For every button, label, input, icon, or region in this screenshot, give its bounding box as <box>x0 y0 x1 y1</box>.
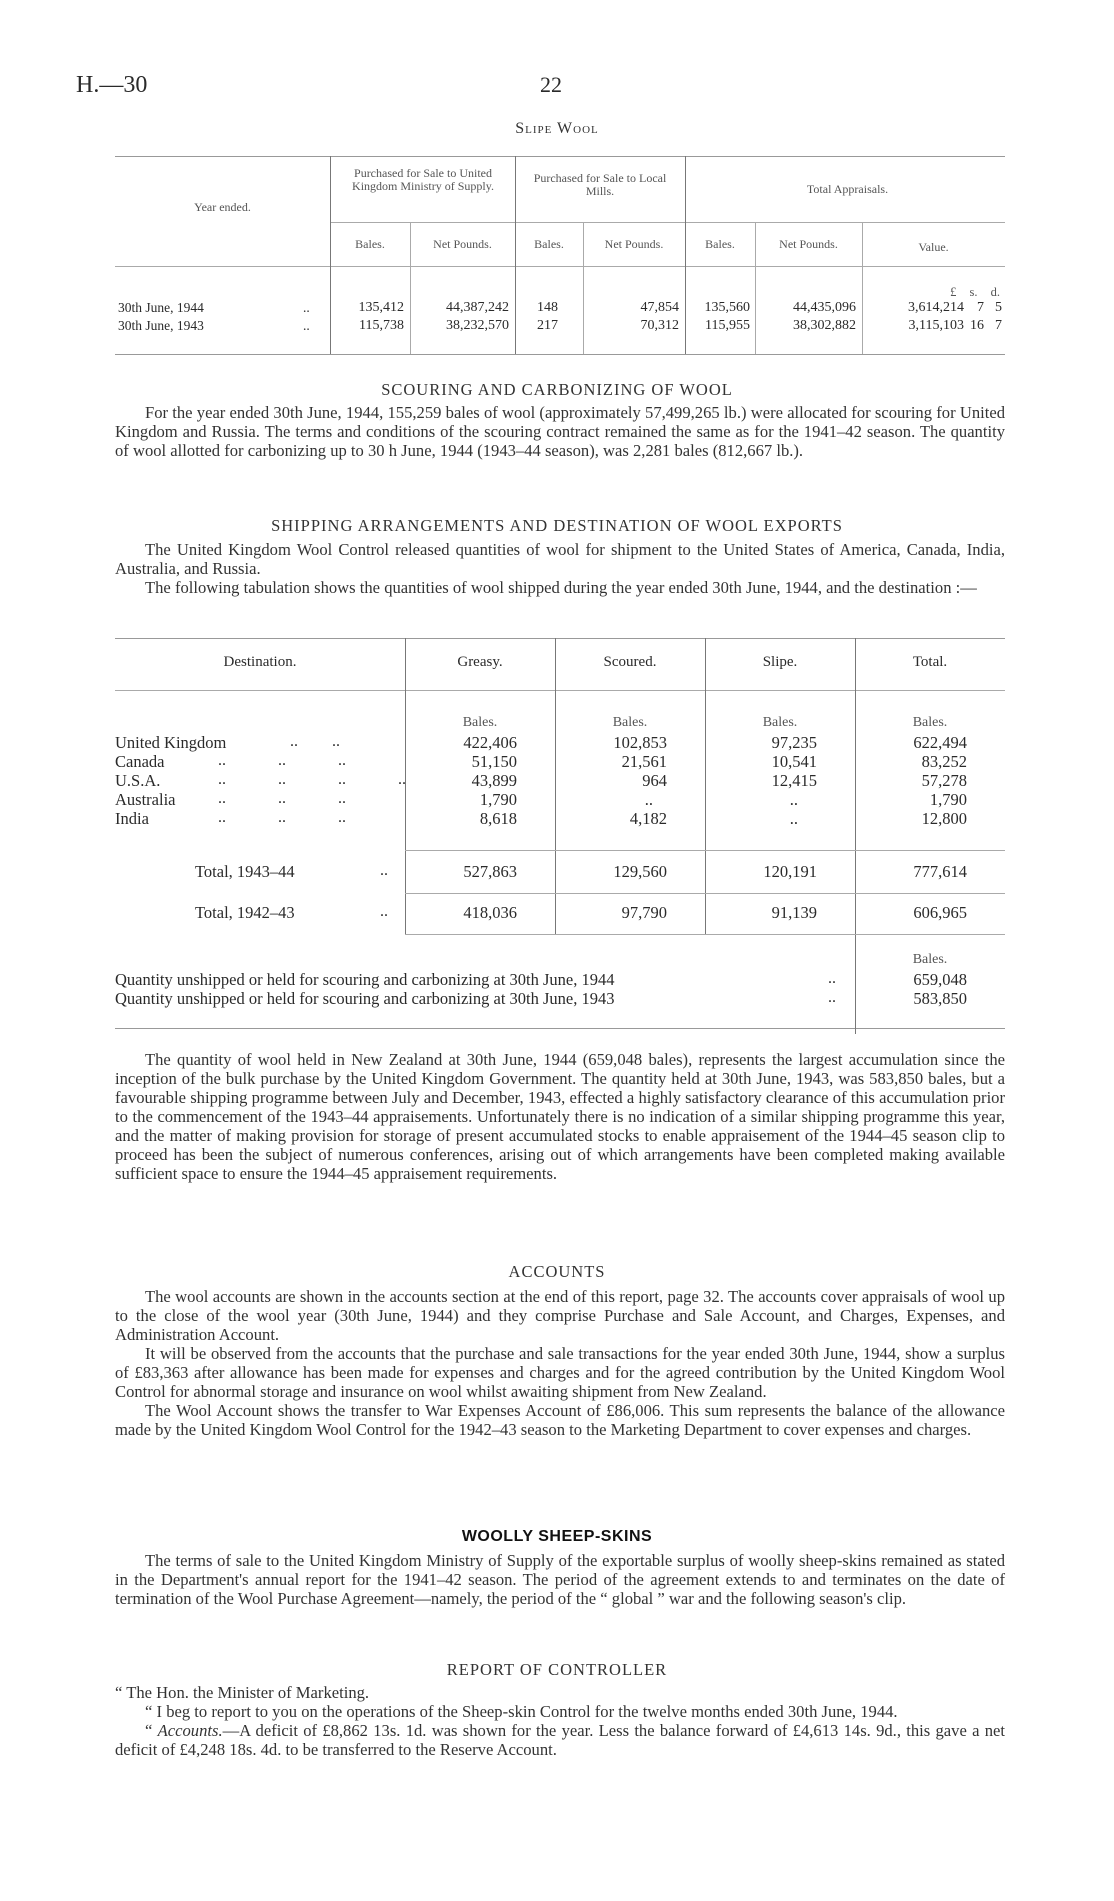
unit-scoured: Bales. <box>612 715 648 730</box>
accounts-paragraphs <box>115 1287 1005 1439</box>
value-pence: 7 <box>995 318 1002 333</box>
header-uk-net-pounds: Net Pounds. <box>433 237 492 251</box>
value-pounds: 3,614,214 <box>908 300 964 315</box>
shipping-para-1: The United Kingdom Wool Control released quantities of wool for shipment to the United States of America, Canada, India, Australia, and Russia. <box>115 540 1005 578</box>
header-total: Total. <box>912 654 948 670</box>
slipe-value: .. <box>789 809 798 828</box>
unshipped-label: Quantity unshipped or held for scouring and carbonizing at 30th June, 1944 <box>115 970 615 989</box>
row-year: 30th June, 1944 <box>118 300 204 315</box>
unshipped-unit: Bales. <box>912 952 948 967</box>
accumulation-text: The quantity of wool held in New Zealand at 30th June, 1944 (659,048 bales), represents the largest accumulation since the inception of the bulk purchase by the United Kingdom Government. The quantity held at 30th June, 1943, was 583,850 bales, but a favourable shipping programme between July and December, 1943, effected a highly satisfactory clearance of this accumulation prior to the commencement of the 1943–44 appraisements. Unfortunately there is no indication of a similar shipping programme this year, and the matter of making provision for storage of present accumulated stocks to enable appraisement of the 1944–45 season clip to proceed has been the subject of numerous conferences, arising out of which arrangements have been completed making available sufficient space to ensure the 1944–45 appraisement requirements. <box>115 1050 1005 1183</box>
row-leader: .. <box>828 989 836 1006</box>
uk-bales: 115,738 <box>359 318 404 333</box>
destination-name: Australia <box>115 790 176 809</box>
slipe-value: .. <box>789 790 798 809</box>
header-currency-units: £ s. d. <box>950 285 1000 299</box>
header-total-group: Total Appraisals. <box>806 182 889 196</box>
uk-pounds: 38,232,570 <box>446 318 509 333</box>
row-leader: .. .. .. <box>218 790 346 807</box>
greasy-total: 418,036 <box>463 903 517 922</box>
controller-accounts-lead: Accounts. <box>157 1721 223 1740</box>
total-bales: 135,560 <box>704 300 750 315</box>
greasy-value: 43,899 <box>471 771 517 790</box>
greasy-value: 51,150 <box>471 752 517 771</box>
header-slipe: Slipe. <box>762 654 798 670</box>
slipe-total: 120,191 <box>763 862 817 881</box>
page-number: 22 <box>540 72 562 97</box>
scoured-value: 21,561 <box>621 752 667 771</box>
header-uk-group: Purchased for Sale to United Kingdom Ministry of Supply. <box>352 166 494 193</box>
header-scoured: Scoured. <box>603 654 657 670</box>
woolly-heading: WOOLLY SHEEP-SKINS <box>461 1528 653 1545</box>
slipe-wool-title: Slipe Wool <box>515 120 599 137</box>
row-leader: .. <box>303 300 310 315</box>
header-total-bales: Bales. <box>705 237 735 251</box>
total-value: 1,790 <box>929 790 967 809</box>
destination-name: U.S.A. <box>115 771 161 790</box>
row-year: 30th June, 1943 <box>118 318 204 333</box>
header-value: Value. <box>918 240 949 254</box>
total-label: Total, 1943–44 <box>195 862 295 881</box>
destination-name: India <box>115 809 149 828</box>
value-pence: 5 <box>995 300 1002 315</box>
value-shillings: 16 <box>970 318 984 333</box>
accumulation-paragraph <box>115 1050 1005 1183</box>
controller-salutation: “ The Hon. the Minister of Marketing. <box>115 1683 370 1702</box>
row-leader: .. .. .. <box>218 809 346 826</box>
scoured-value: 102,853 <box>613 733 667 752</box>
shipping-para-2: The following tabulation shows the quantities of wool shipped during the year ended 30th June, 1944, and the destination :— <box>145 578 977 597</box>
header-greasy: Greasy. <box>457 654 503 670</box>
header-year-ended: Year ended. <box>194 200 251 214</box>
total-pounds: 38,302,882 <box>793 318 856 333</box>
row-leader: .. .. .. <box>218 752 346 769</box>
total-pounds: 44,435,096 <box>793 300 856 315</box>
scouring-text: For the year ended 30th June, 1944, 155,259 bales of wool (approximately 57,499,265 lb.) were allocated for scouring for United Kingdom and Russia. The terms and conditions of the scouring contract remained the same as for the 1941–42 season. The quantity of wool allotted for carbonizing up to 30 h June, 1944 (1943–44 season), was 2,281 bales (812,667 lb.). <box>115 403 1005 460</box>
value-shillings: 7 <box>977 300 984 315</box>
uk-pounds: 44,387,242 <box>446 300 509 315</box>
local-pounds: 47,854 <box>640 300 679 315</box>
slipe-value: 10,541 <box>771 752 817 771</box>
controller-paragraphs <box>115 1683 1005 1759</box>
destination-name: United Kingdom <box>115 733 227 752</box>
header-local-net-pounds: Net Pounds. <box>604 237 664 251</box>
header-local-group: Purchased for Sale to Local Mills. <box>533 171 667 198</box>
controller-para-2 <box>115 1721 1005 1759</box>
scouring-paragraph <box>115 403 1005 460</box>
header-uk-bales: Bales. <box>355 237 385 251</box>
unshipped-value: 659,048 <box>913 970 967 989</box>
unshipped-label: Quantity unshipped or held for scouring and carbonizing at 30th June, 1943 <box>115 989 615 1008</box>
scoured-value: 964 <box>642 771 667 790</box>
greasy-value: 1,790 <box>479 790 517 809</box>
report-code: H.—30 <box>76 72 148 98</box>
row-leader: .. .. .. .. <box>218 771 406 788</box>
local-pounds: 70,312 <box>640 318 679 333</box>
unit-greasy: Bales. <box>462 715 498 730</box>
woolly-text: The terms of sale to the United Kingdom Ministry of Supply of the exportable surplus of woolly sheep-skins remained as stated in the Department's annual report for the 1941–42 season. The period of the agreement extends to and terminates on the date of termination of the Wool Purchase Agreement—namely, the period of the “ global ” war and the following season's clip. <box>115 1551 1005 1608</box>
scoured-value: .. <box>644 790 653 809</box>
grand-total: 606,965 <box>913 903 967 922</box>
grand-total: 777,614 <box>913 862 967 881</box>
scoured-total: 129,560 <box>613 862 667 881</box>
controller-para-2-prefix: “ <box>145 1721 158 1740</box>
controller-para-1: “ I beg to report to you on the operations of the Sheep-skin Control for the twelve months ended 30th June, 1944. <box>145 1702 898 1721</box>
accounts-para-1: The wool accounts are shown in the accounts section at the end of this report, page 32. The accounts cover appraisals of wool up to the close of the wool year (30th June, 1944) and they comprise Purchase and Sale Account, and Charges, Expenses, and Administration Account. <box>115 1287 1005 1344</box>
total-bales: 115,955 <box>705 318 750 333</box>
header-total-net-pounds: Net Pounds. <box>779 237 838 251</box>
controller-para-2-text: —A deficit of £8,862 13s. 1d. was shown for the year. Less the balance forward of £4,613 14s. 9d., this gave a net deficit of £4,248 18s. 4d. to be transferred to the Reserve Account. <box>115 1721 1005 1759</box>
unit-total: Bales. <box>912 715 948 730</box>
accounts-para-2: It will be observed from the accounts that the purchase and sale transactions for the year ended 30th June, 1944, show a surplus of £83,363 after allowance has been made for expenses and charges and for the agreed contribution by the United Kingdom Wool Control for abnormal storage and insurance on wool whilst awaiting shipment from New Zealand. <box>115 1344 1005 1401</box>
woolly-paragraph <box>115 1551 1005 1608</box>
accounts-para-3: The Wool Account shows the transfer to War Expenses Account of £86,006. This sum represents the balance of the allowance made by the United Kingdom Wool Control for the 1942–43 season to the Marketing Department to cover expenses and charges. <box>115 1401 1005 1439</box>
total-value: 57,278 <box>921 771 967 790</box>
total-value: 12,800 <box>921 809 967 828</box>
header-destination: Destination. <box>223 654 297 670</box>
slipe-value: 12,415 <box>771 771 817 790</box>
uk-bales: 135,412 <box>358 300 404 315</box>
shipping-heading: SHIPPING ARRANGEMENTS AND DESTINATION OF WOOL EXPORTS <box>271 516 843 535</box>
scoured-total: 97,790 <box>621 903 667 922</box>
row-leader: .. <box>380 862 388 879</box>
destination-name: Canada <box>115 752 165 771</box>
controller-heading: REPORT OF CONTROLLER <box>446 1660 668 1679</box>
unit-slipe: Bales. <box>762 715 798 730</box>
greasy-value: 8,618 <box>479 809 517 828</box>
unshipped-value: 583,850 <box>913 989 967 1008</box>
total-value: 622,494 <box>913 733 967 752</box>
local-bales: 148 <box>537 300 558 315</box>
total-value: 83,252 <box>921 752 967 771</box>
shipping-paragraphs <box>115 540 1005 597</box>
header-local-bales: Bales. <box>534 237 564 251</box>
greasy-total: 527,863 <box>463 862 517 881</box>
greasy-value: 422,406 <box>463 733 517 752</box>
scoured-value: 4,182 <box>629 809 667 828</box>
accounts-heading: ACCOUNTS <box>508 1262 606 1281</box>
slipe-total: 91,139 <box>771 903 817 922</box>
row-leader: .. <box>303 318 310 333</box>
row-leader: .. <box>828 970 836 987</box>
total-label: Total, 1942–43 <box>195 903 295 922</box>
row-leader: .. .. <box>290 733 340 750</box>
row-leader: .. <box>380 903 388 920</box>
slipe-value: 97,235 <box>771 733 817 752</box>
scouring-heading: SCOURING AND CARBONIZING OF WOOL <box>381 380 733 399</box>
local-bales: 217 <box>537 318 558 333</box>
value-pounds: 3,115,103 <box>908 318 964 333</box>
